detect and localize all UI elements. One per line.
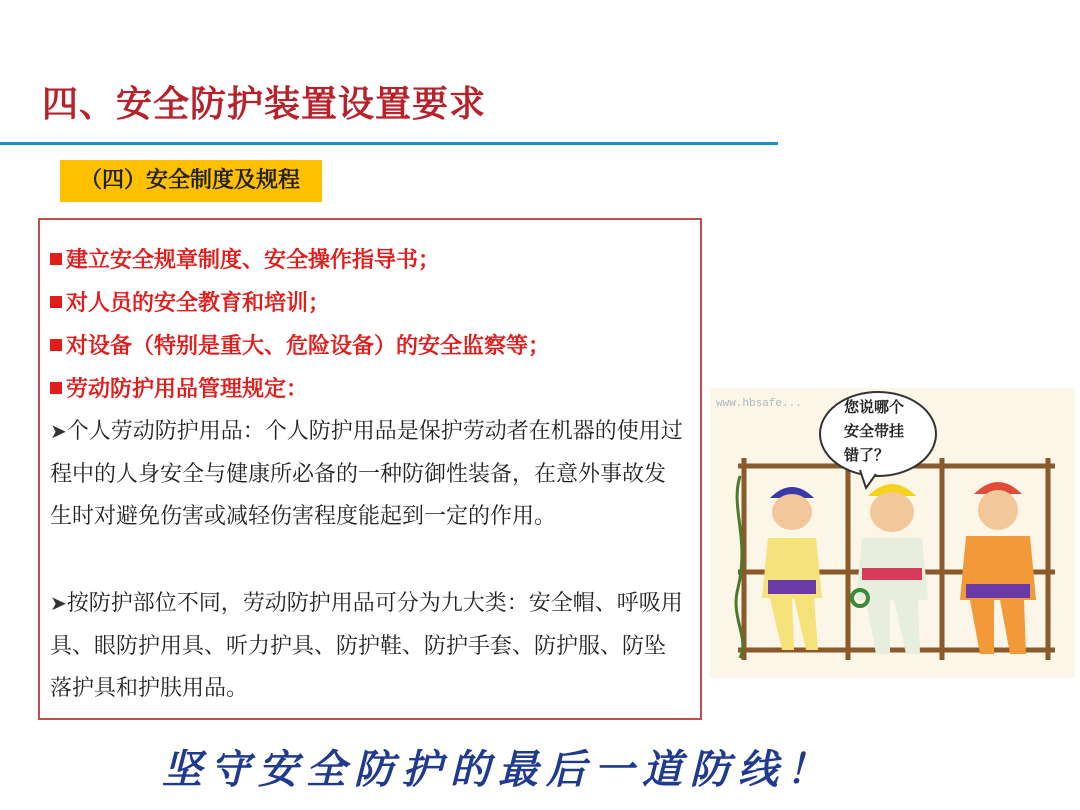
- bullet-item-2: 对人员的安全教育和培训；: [50, 286, 330, 317]
- bullet-item-3: 对设备（特别是重大、危险设备）的安全监察等；: [50, 329, 550, 360]
- bullet-square-icon: [50, 382, 62, 394]
- speech-line-1: 您说哪个: [844, 399, 905, 416]
- speech-line-3: 错了？: [844, 447, 890, 464]
- bullet-square-icon: [50, 339, 62, 351]
- speech-line-2: 安全带挂: [844, 423, 905, 440]
- bullet-item-4: 劳动防护用品管理规定：: [50, 372, 308, 403]
- bullet-square-icon: [50, 253, 62, 265]
- page-title: 四、安全防护装置设置要求: [42, 84, 487, 125]
- arrow-bullet-icon: ➤: [50, 591, 67, 615]
- bullet-item-1: 建立安全规章制度、安全操作指导书；: [50, 243, 440, 274]
- slogan: 坚守安全防护的最后一道防线！: [162, 746, 834, 793]
- illustration-watermark: www.hbsafe...: [716, 398, 802, 410]
- paragraph-personal-ppe: ➤个人劳动防护用品：个人防护用品是保护劳动者在机器的使用过程中的人身安全与健康所必备的一种防御性装备，在意外事故发生时对避免伤害或减轻伤害程度能起到一定的作用。: [50, 419, 683, 529]
- safety-harness-cartoon: [710, 388, 1075, 678]
- title-divider: [0, 142, 778, 145]
- section-subtitle: （四）安全制度及规程: [60, 160, 322, 202]
- bullet-square-icon: [50, 296, 62, 308]
- paragraph-ppe-categories: ➤按防护部位不同，劳动防护用品可分为九大类：安全帽、呼吸用具、眼防护用具、听力护具、防护鞋、防护手套、防护服、防坠落护具和护肤用品。: [50, 591, 683, 701]
- arrow-bullet-icon: ➤: [50, 419, 67, 443]
